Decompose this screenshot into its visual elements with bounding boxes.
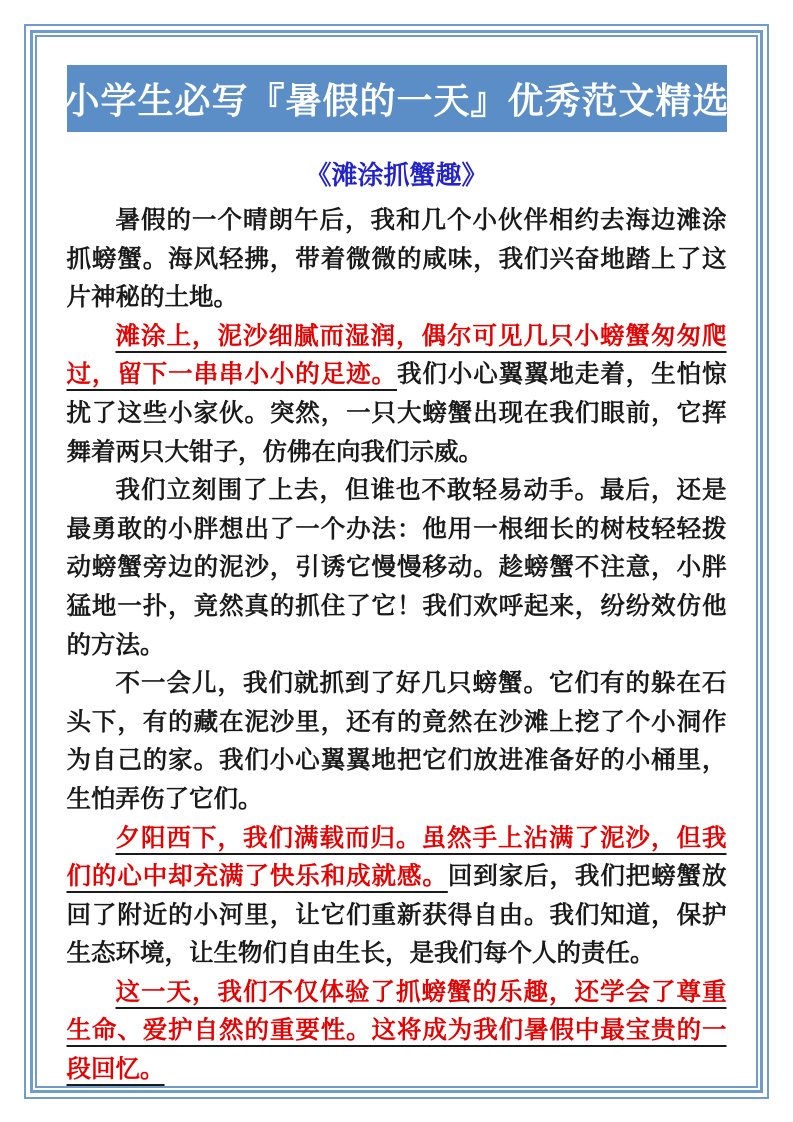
page-frame-outer	[24, 24, 769, 1099]
body-text: 回到家后，我们把螃蟹放回了附近的小河里，让它们重新获得自由。我们知道，保护生态环境，让生物们自由生长，是我们每个人的责任。	[66, 863, 727, 968]
essay-paragraph	[67, 820, 727, 974]
body-text: 我们立刻围了上去，但谁也不敢轻易动手。最后，还是最勇敢的小胖想出了一个办法：他用一根细长的树枝轻轻拨动螃蟹旁边的泥沙，引诱它慢慢移动。趁螃蟹不注意，小胖猛地一扑，竟然真的抓住了它！我们欢呼起来，纷纷效仿他的方法。	[66, 477, 727, 659]
essay-paragraph	[67, 472, 727, 665]
banner	[63, 65, 730, 132]
essay-title: 《滩涂抓蟹趣》	[305, 160, 488, 190]
essay-paragraph	[67, 665, 727, 819]
body-text: 我们小心翼翼地走着，生怕惊扰了这些小家伙。突然，一只大螃蟹出现在我们眼前，它挥舞着两只大钳子，仿佛在向我们示威。	[66, 361, 727, 466]
body-text: 暑假的一个晴朗午后，我和几个小伙伴相约去海边滩涂抓螃蟹。海风轻拂，带着微微的咸味，我们兴奋地踏上了这片神秘的土地。	[66, 207, 727, 312]
essay-body	[67, 202, 727, 1090]
essay-paragraph	[67, 318, 727, 472]
page-frame-middle	[30, 30, 763, 1093]
highlighted-text: 这一天，我们不仅体验了抓螃蟹的乐趣，还学会了尊重生命、爱护自然的重要性。这将成为我们暑假中最宝贵的一段回忆。	[66, 978, 727, 1084]
page-frame-inner	[35, 35, 758, 1088]
body-text: 不一会儿，我们就抓到了好几只螃蟹。它们有的躲在石头下，有的藏在泥沙里，还有的竟然在沙滩上挖了个小洞作为自己的家。我们小心翼翼地把它们放进准备好的小桶里，生怕弄伤了它们。	[66, 670, 727, 813]
essay-paragraph	[67, 202, 727, 318]
essay-paragraph	[67, 974, 727, 1090]
banner-title: 小学生必写『暑假的一天』优秀范文精选	[63, 80, 730, 122]
highlighted-text: 夕阳西下，我们满载而归。虽然手上沾满了泥沙，但我们的心中却充满了快乐和成就感。	[66, 824, 727, 891]
highlighted-text: 滩涂上，泥沙细腻而湿润，偶尔可见几只小螃蟹匆匆爬过，留下一串串小小的足迹。	[66, 322, 727, 389]
